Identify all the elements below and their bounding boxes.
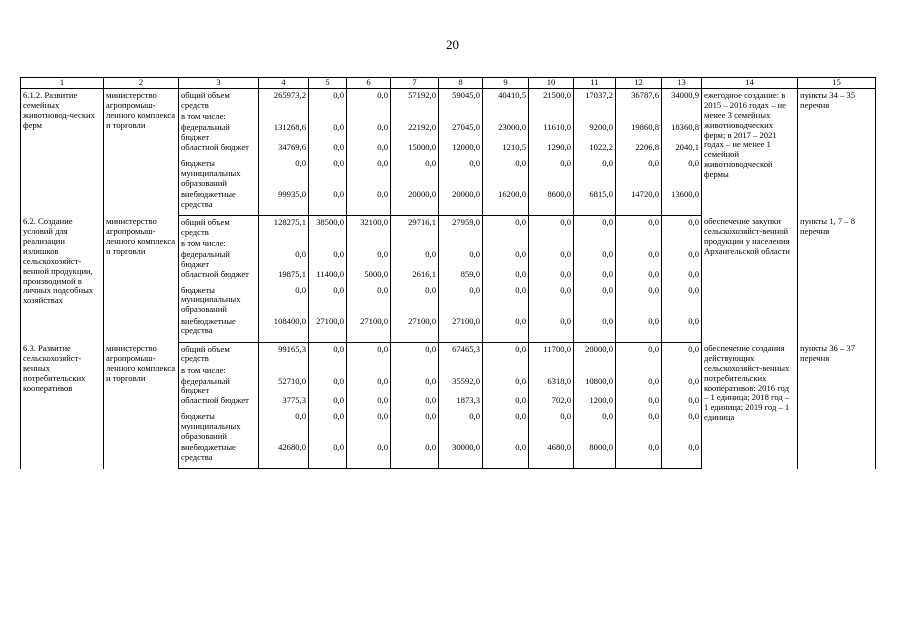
- amount-cell: 20000,0: [574, 342, 616, 366]
- amount-cell: 0,0: [259, 250, 309, 270]
- funding-source-label: общий объем средств: [179, 215, 259, 239]
- amount-cell: 0,0: [347, 190, 391, 216]
- amount-cell: 1873,3: [439, 396, 483, 412]
- amount-cell: 0,0: [529, 412, 574, 443]
- amount-cell: 0,0: [347, 396, 391, 412]
- amount-cell: [391, 366, 439, 377]
- amount-cell: 17037,2: [574, 89, 616, 113]
- amount-cell: 34769,6: [259, 143, 309, 159]
- amount-cell: 0,0: [259, 286, 309, 317]
- funding-source-label: бюджеты муниципальных образований: [179, 412, 259, 443]
- column-number: 5: [309, 78, 347, 89]
- amount-cell: 0,0: [347, 143, 391, 159]
- expected-result-cell: ежегодное создание: в 2015 – 2016 годах – не менее 3 семейных животноводческих ферм; в 2017 – 2021 годах – не менее 1 семейной животноводческой фермы: [702, 89, 798, 216]
- amount-cell: 0,0: [483, 270, 529, 286]
- amount-cell: 8000,0: [574, 443, 616, 469]
- amount-cell: 22192,0: [391, 123, 439, 143]
- amount-cell: 0,0: [483, 215, 529, 239]
- amount-cell: 0,0: [483, 159, 529, 190]
- amount-cell: 0,0: [391, 342, 439, 366]
- amount-cell: 0,0: [662, 159, 702, 190]
- amount-cell: 36787,6: [616, 89, 662, 113]
- amount-cell: 0,0: [347, 412, 391, 443]
- amount-cell: 40410,5: [483, 89, 529, 113]
- funding-source-label: бюджеты муниципальных образований: [179, 159, 259, 190]
- amount-cell: 0,0: [347, 123, 391, 143]
- amount-cell: 0,0: [662, 250, 702, 270]
- amount-cell: 29716,1: [391, 215, 439, 239]
- amount-cell: 0,0: [616, 286, 662, 317]
- amount-cell: 1210,5: [483, 143, 529, 159]
- amount-cell: 0,0: [347, 89, 391, 113]
- program-table: [20, 77, 876, 469]
- table-row: [21, 89, 876, 113]
- amount-cell: 0,0: [616, 396, 662, 412]
- amount-cell: 0,0: [391, 250, 439, 270]
- amount-cell: 0,0: [529, 159, 574, 190]
- column-number: 9: [483, 78, 529, 89]
- amount-cell: 0,0: [662, 270, 702, 286]
- amount-cell: [439, 366, 483, 377]
- amount-cell: 0,0: [347, 342, 391, 366]
- amount-cell: 5000,0: [347, 270, 391, 286]
- amount-cell: 57192,0: [391, 89, 439, 113]
- amount-cell: 0,0: [662, 342, 702, 366]
- amount-cell: 42680,0: [259, 443, 309, 469]
- amount-cell: 0,0: [439, 412, 483, 443]
- amount-cell: 0,0: [309, 396, 347, 412]
- funding-source-label: областной бюджет: [179, 143, 259, 159]
- amount-cell: 0,0: [391, 377, 439, 397]
- amount-cell: 10800,0: [574, 377, 616, 397]
- amount-cell: 0,0: [483, 412, 529, 443]
- amount-cell: 0,0: [483, 342, 529, 366]
- amount-cell: 0,0: [616, 342, 662, 366]
- amount-cell: 16200,0: [483, 190, 529, 216]
- amount-cell: 0,0: [391, 443, 439, 469]
- amount-cell: 0,0: [309, 250, 347, 270]
- column-number: 3: [179, 78, 259, 89]
- amount-cell: 0,0: [529, 286, 574, 317]
- amount-cell: 20000,0: [391, 190, 439, 216]
- table-row: [21, 342, 876, 366]
- amount-cell: [309, 366, 347, 377]
- amount-cell: 0,0: [259, 412, 309, 443]
- column-number: 7: [391, 78, 439, 89]
- table-row: [21, 215, 876, 239]
- funding-source-label: внебюджетные средства: [179, 443, 259, 469]
- column-number: 14: [702, 78, 798, 89]
- amount-cell: [574, 366, 616, 377]
- amount-cell: 32100,0: [347, 215, 391, 239]
- amount-cell: 0,0: [309, 159, 347, 190]
- amount-cell: 12000,0: [439, 143, 483, 159]
- amount-cell: [529, 366, 574, 377]
- amount-cell: 0,0: [309, 342, 347, 366]
- amount-cell: 4680,0: [529, 443, 574, 469]
- amount-cell: 0,0: [616, 159, 662, 190]
- amount-cell: 14720,0: [616, 190, 662, 216]
- funding-source-label: в том числе:: [179, 366, 259, 377]
- column-number: 11: [574, 78, 616, 89]
- expected-result-cell: обеспечение создания действующих сельскохозяйст-венных потребительских кооперативов: 2016 год – 1 единица; 2018 год – 1 единица; 2019 год – 1 единица: [702, 342, 798, 469]
- column-number: 10: [529, 78, 574, 89]
- expected-result-cell: обеспечение закупки сельскохозяйст-венной продукции у населения Архангельской области: [702, 215, 798, 342]
- amount-cell: 131268,6: [259, 123, 309, 143]
- amount-cell: 0,0: [309, 143, 347, 159]
- activity-name-cell: 6.2. Создание условий для реализации излишков сельскохозяйст-венной продукции, производимой в личных подсобных хозяйствах: [21, 215, 104, 342]
- amount-cell: 0,0: [439, 250, 483, 270]
- amount-cell: 0,0: [662, 443, 702, 469]
- column-number: 6: [347, 78, 391, 89]
- amount-cell: 0,0: [662, 286, 702, 317]
- amount-cell: 0,0: [439, 286, 483, 317]
- activity-name-cell: 6.3. Развитие сельскохозяйст-венных потребительских кооперативов: [21, 342, 104, 469]
- page-number: 20: [446, 37, 459, 52]
- amount-cell: 0,0: [616, 215, 662, 239]
- column-number-row: [21, 78, 876, 89]
- amount-cell: 0,0: [347, 159, 391, 190]
- amount-cell: 2206,8: [616, 143, 662, 159]
- amount-cell: [347, 366, 391, 377]
- activity-name-cell: 6.1.2. Развитие семейных животновод-ческих ферм: [21, 89, 104, 216]
- list-items-cell: пункты 1, 7 – 8 перечня: [798, 215, 876, 342]
- amount-cell: 0,0: [483, 396, 529, 412]
- amount-cell: [662, 366, 702, 377]
- amount-cell: 2040,1: [662, 143, 702, 159]
- funding-source-label: бюджеты муниципальных образований: [179, 286, 259, 317]
- amount-cell: 2616,1: [391, 270, 439, 286]
- amount-cell: 0,0: [574, 215, 616, 239]
- amount-cell: 27959,0: [439, 215, 483, 239]
- amount-cell: 13600,0: [662, 190, 702, 216]
- amount-cell: 19860,8: [616, 123, 662, 143]
- amount-cell: 15000,0: [391, 143, 439, 159]
- funding-source-label: федеральный бюджет: [179, 123, 259, 143]
- amount-cell: 0,0: [616, 412, 662, 443]
- amount-cell: 23000,0: [483, 123, 529, 143]
- amount-cell: 0,0: [391, 286, 439, 317]
- amount-cell: 0,0: [391, 412, 439, 443]
- amount-cell: 0,0: [309, 123, 347, 143]
- funding-source-label: общий объем средств: [179, 342, 259, 366]
- amount-cell: 0,0: [574, 250, 616, 270]
- amount-cell: 0,0: [483, 443, 529, 469]
- column-number: 15: [798, 78, 876, 89]
- amount-cell: 0,0: [574, 412, 616, 443]
- amount-cell: 0,0: [574, 286, 616, 317]
- amount-cell: 30000,0: [439, 443, 483, 469]
- amount-cell: 265973,2: [259, 89, 309, 113]
- amount-cell: 0,0: [483, 250, 529, 270]
- amount-cell: 67465,3: [439, 342, 483, 366]
- amount-cell: 0,0: [574, 270, 616, 286]
- amount-cell: 0,0: [309, 89, 347, 113]
- amount-cell: 11400,0: [309, 270, 347, 286]
- column-number: 8: [439, 78, 483, 89]
- amount-cell: 0,0: [574, 159, 616, 190]
- executor-cell: министерство агропромыш-ленного комплекса и торговли: [104, 215, 179, 342]
- amount-cell: 35592,0: [439, 377, 483, 397]
- amount-cell: 0,0: [347, 286, 391, 317]
- amount-cell: 0,0: [483, 377, 529, 397]
- amount-cell: 0,0: [616, 270, 662, 286]
- funding-source-label: в том числе:: [179, 239, 259, 250]
- column-number: 12: [616, 78, 662, 89]
- amount-cell: 702,0: [529, 396, 574, 412]
- amount-cell: 99935,0: [259, 190, 309, 216]
- amount-cell: 3775,3: [259, 396, 309, 412]
- amount-cell: [259, 366, 309, 377]
- table-body: [21, 89, 876, 469]
- column-number: 13: [662, 78, 702, 89]
- executor-cell: министерство агропромыш-ленного комплекса и торговли: [104, 342, 179, 469]
- funding-source-label: общий объем средств: [179, 89, 259, 113]
- amount-cell: 0,0: [529, 215, 574, 239]
- amount-cell: 108400,0: [259, 317, 309, 343]
- amount-cell: 27100,0: [439, 317, 483, 343]
- amount-cell: 0,0: [662, 317, 702, 343]
- amount-cell: 0,0: [662, 377, 702, 397]
- amount-cell: 0,0: [529, 250, 574, 270]
- amount-cell: 0,0: [662, 215, 702, 239]
- list-items-cell: пункты 34 – 35 перечня: [798, 89, 876, 216]
- amount-cell: [483, 366, 529, 377]
- list-items-cell: пункты 36 – 37 перечня: [798, 342, 876, 469]
- amount-cell: 0,0: [391, 159, 439, 190]
- amount-cell: 0,0: [616, 377, 662, 397]
- amount-cell: 1290,0: [529, 143, 574, 159]
- amount-cell: 0,0: [391, 396, 439, 412]
- amount-cell: 0,0: [309, 190, 347, 216]
- amount-cell: 0,0: [616, 443, 662, 469]
- amount-cell: 19875,1: [259, 270, 309, 286]
- amount-cell: 6318,0: [529, 377, 574, 397]
- amount-cell: 27100,0: [347, 317, 391, 343]
- amount-cell: 27100,0: [309, 317, 347, 343]
- column-number: 2: [104, 78, 179, 89]
- amount-cell: 0,0: [483, 317, 529, 343]
- funding-source-label: областной бюджет: [179, 396, 259, 412]
- amount-cell: 38500,0: [309, 215, 347, 239]
- amount-cell: 0,0: [347, 250, 391, 270]
- amount-cell: 34000,9: [662, 89, 702, 113]
- amount-cell: 0,0: [662, 412, 702, 443]
- amount-cell: 0,0: [616, 250, 662, 270]
- column-number: 4: [259, 78, 309, 89]
- funding-source-label: областной бюджет: [179, 270, 259, 286]
- column-number: 1: [21, 78, 104, 89]
- amount-cell: 0,0: [662, 396, 702, 412]
- amount-cell: 59045,0: [439, 89, 483, 113]
- amount-cell: 27045,0: [439, 123, 483, 143]
- amount-cell: 18360,8: [662, 123, 702, 143]
- amount-cell: 0,0: [309, 443, 347, 469]
- amount-cell: 1022,2: [574, 143, 616, 159]
- amount-cell: 27100,0: [391, 317, 439, 343]
- amount-cell: 0,0: [483, 286, 529, 317]
- amount-cell: 21500,0: [529, 89, 574, 113]
- amount-cell: 0,0: [309, 412, 347, 443]
- amount-cell: 0,0: [309, 377, 347, 397]
- amount-cell: 6815,0: [574, 190, 616, 216]
- funding-source-label: внебюджетные средства: [179, 190, 259, 216]
- funding-source-label: внебюджетные средства: [179, 317, 259, 343]
- amount-cell: 8600,0: [529, 190, 574, 216]
- amount-cell: 0,0: [347, 443, 391, 469]
- funding-source-label: федеральный бюджет: [179, 377, 259, 397]
- amount-cell: 0,0: [309, 286, 347, 317]
- executor-cell: министерство агропромыш-ленного комплекса и торговли: [104, 89, 179, 216]
- funding-source-label: в том числе:: [179, 112, 259, 123]
- amount-cell: 0,0: [439, 159, 483, 190]
- amount-cell: 0,0: [529, 270, 574, 286]
- amount-cell: 0,0: [574, 317, 616, 343]
- amount-cell: 20000,0: [439, 190, 483, 216]
- amount-cell: 1200,0: [574, 396, 616, 412]
- amount-cell: 859,0: [439, 270, 483, 286]
- amount-cell: 11610,0: [529, 123, 574, 143]
- amount-cell: 11700,0: [529, 342, 574, 366]
- funding-source-label: федеральный бюджет: [179, 250, 259, 270]
- amount-cell: 0,0: [616, 317, 662, 343]
- amount-cell: 0,0: [259, 159, 309, 190]
- amount-cell: 0,0: [347, 377, 391, 397]
- amount-cell: 52710,0: [259, 377, 309, 397]
- amount-cell: 128275,1: [259, 215, 309, 239]
- amount-cell: 0,0: [529, 317, 574, 343]
- amount-cell: 99165,3: [259, 342, 309, 366]
- amount-cell: [616, 366, 662, 377]
- amount-cell: 9200,0: [574, 123, 616, 143]
